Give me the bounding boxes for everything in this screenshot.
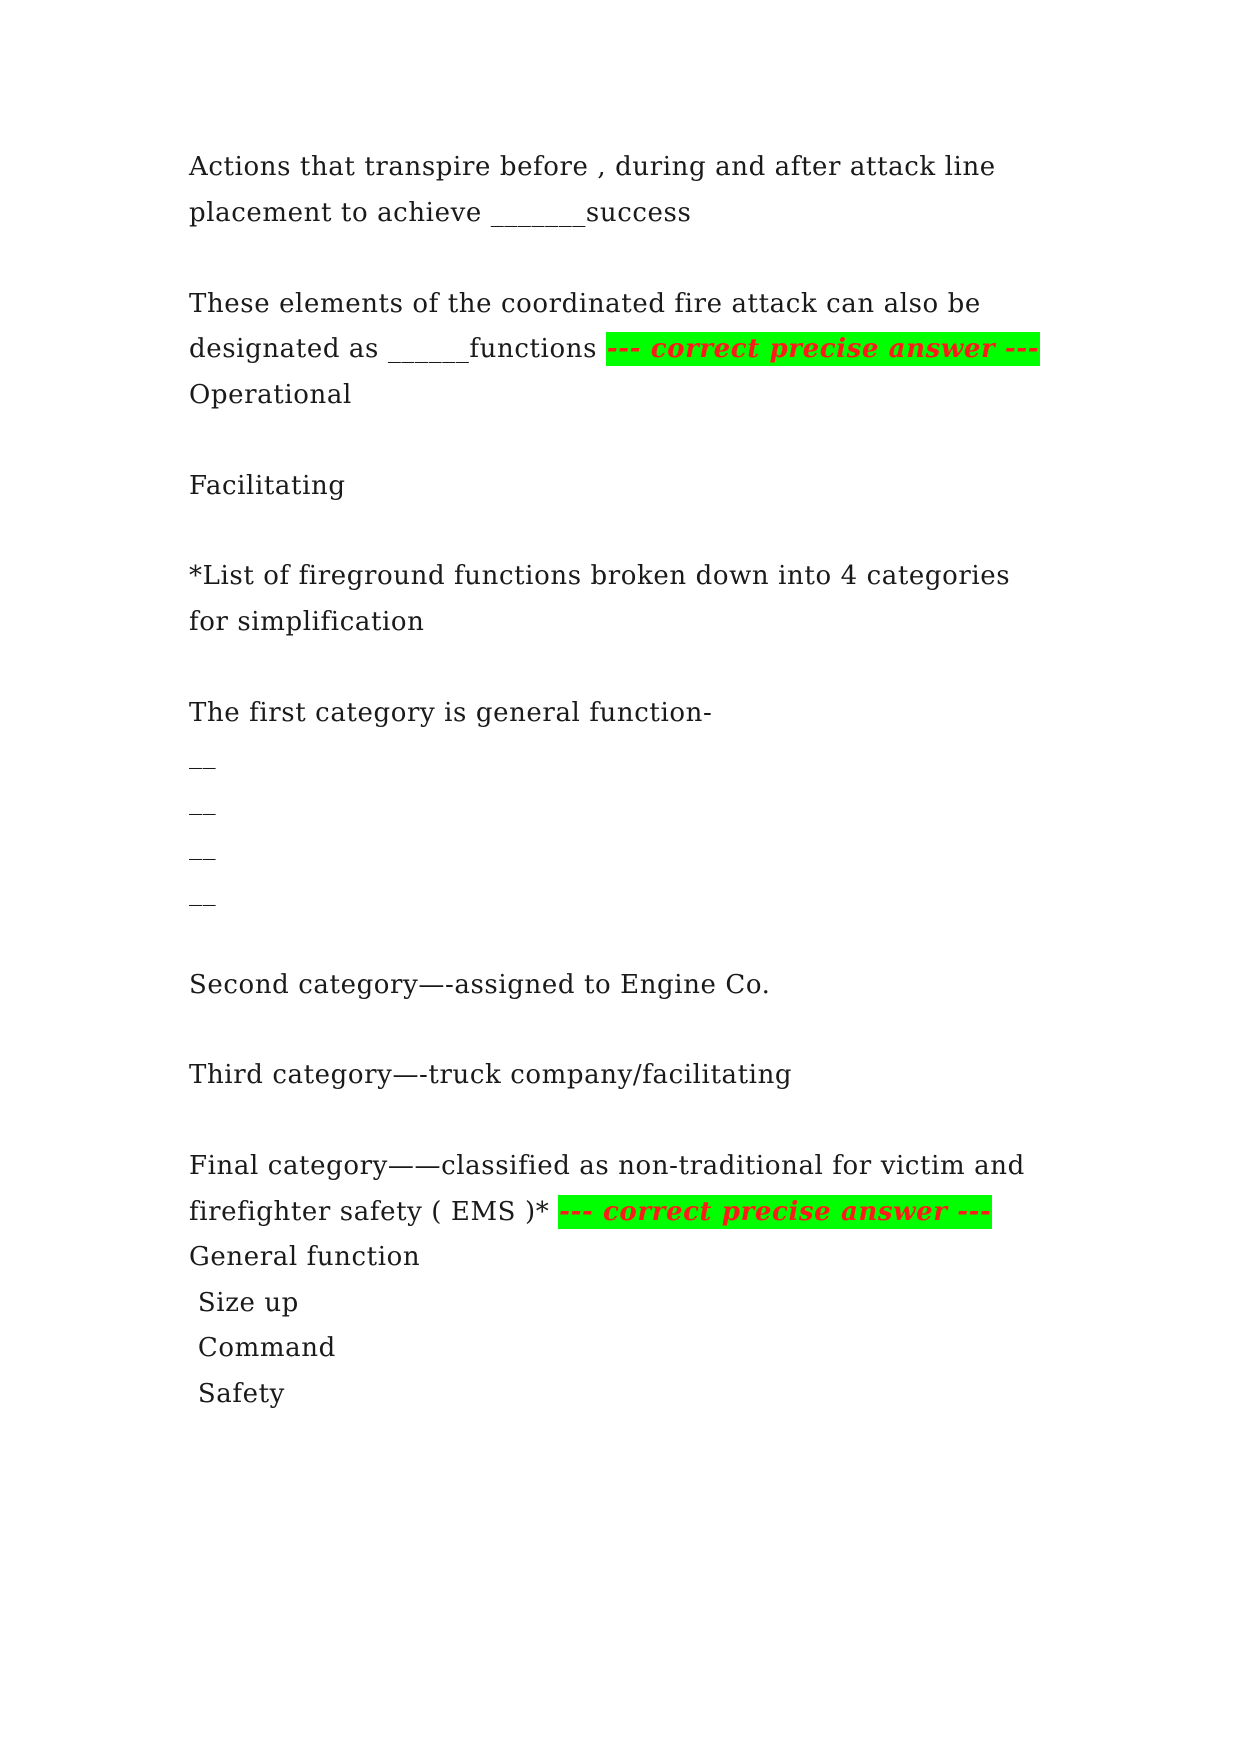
answer-line: Operational bbox=[189, 380, 352, 410]
answer-line: The first category is general function- bbox=[189, 698, 713, 728]
answer-line: *List of fireground functions broken down into 4 categories bbox=[189, 561, 1011, 591]
question-line: These elements of the coordinated fire attack can also be bbox=[189, 289, 981, 319]
answer-item: Size up bbox=[189, 1288, 299, 1318]
blank-line: __ bbox=[189, 831, 217, 861]
question-line bbox=[189, 332, 1040, 366]
answer-line: Third category—-truck company/facilitating bbox=[189, 1060, 793, 1090]
answer-line: for simplification bbox=[189, 607, 425, 637]
question-text: firefighter safety ( EMS )* bbox=[189, 1197, 559, 1227]
answer-marker: --- correct precise answer --- bbox=[559, 1197, 992, 1227]
answer-line bbox=[189, 1195, 992, 1229]
answer-item: Command bbox=[189, 1333, 336, 1363]
answer-line: Final category——classified as non-traditional for victim and bbox=[189, 1151, 1025, 1181]
question-text: designated as ______functions bbox=[189, 334, 606, 364]
question-line: placement to achieve _______success bbox=[189, 198, 692, 228]
answer-item: Safety bbox=[189, 1379, 285, 1409]
answer-marker: --- correct precise answer --- bbox=[606, 334, 1040, 364]
answer-line: Second category—-assigned to Engine Co. bbox=[189, 970, 771, 1000]
answer-heading: General function bbox=[189, 1242, 421, 1272]
question-line: Actions that transpire before , during and after attack line bbox=[189, 152, 996, 182]
blank-line: __ bbox=[189, 740, 217, 770]
blank-line: __ bbox=[189, 877, 217, 907]
answer-line: Facilitating bbox=[189, 471, 346, 501]
blank-line: __ bbox=[189, 786, 217, 816]
